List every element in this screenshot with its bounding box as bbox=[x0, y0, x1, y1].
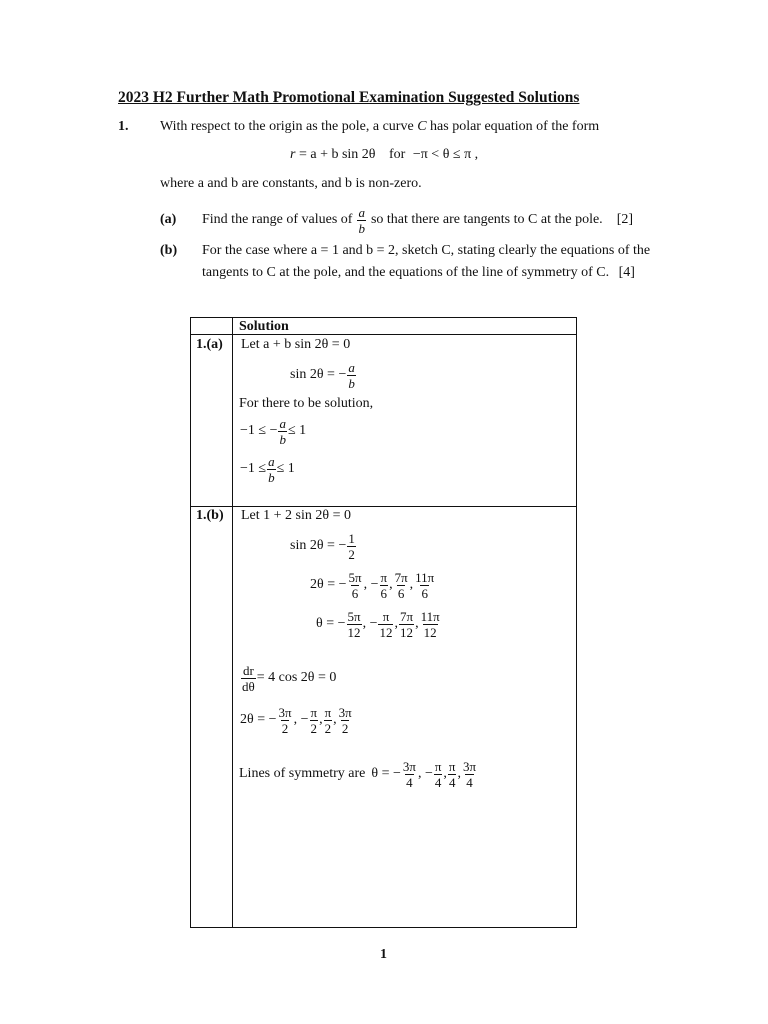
solution-table-divider bbox=[232, 317, 233, 928]
theta-denominator: 12 bbox=[423, 624, 437, 640]
symmetry-denominator: 4 bbox=[466, 774, 473, 790]
row-a-sin-num: a bbox=[348, 359, 355, 375]
row-a-inequality-1 bbox=[240, 414, 306, 448]
row-b-two-theta bbox=[310, 567, 436, 603]
critical-denominator: 2 bbox=[310, 720, 318, 736]
critical-separator: , − bbox=[293, 712, 309, 727]
where-text: where a and b are constants, and b is non-zero. bbox=[160, 176, 422, 191]
two-theta-fraction bbox=[348, 571, 363, 600]
critical-separator: , bbox=[319, 712, 323, 727]
two-theta-numerator: 5π bbox=[348, 569, 362, 585]
row-b-theta-lhs: θ = − bbox=[316, 616, 346, 631]
row-b-deriv-den: dθ bbox=[242, 678, 255, 694]
row-b-deriv-fraction bbox=[241, 664, 256, 693]
row-b-theta bbox=[316, 606, 442, 642]
part-a-text bbox=[202, 204, 633, 236]
row-a-ineq1-num: a bbox=[279, 415, 286, 431]
question-intro bbox=[160, 120, 599, 134]
row-b-deriv-rhs: = 4 cos 2θ = 0 bbox=[256, 670, 337, 685]
row-b-sym-fractions bbox=[401, 760, 478, 789]
row-a-line3: For there to be solution, bbox=[239, 396, 374, 411]
solution-header: Solution bbox=[239, 319, 289, 334]
row-b-sym-lhs: θ = − bbox=[371, 766, 401, 781]
row-b-theta-fractions bbox=[346, 610, 442, 639]
symmetry-numerator: π bbox=[434, 758, 442, 774]
symmetry-fraction bbox=[434, 760, 443, 789]
intro-curve: C bbox=[417, 119, 427, 134]
part-a-text-after: so that there are tangents to C at the pole. bbox=[370, 212, 603, 227]
row-a-ineq2-rhs: ≤ 1 bbox=[276, 461, 295, 476]
part-b-line2: tangents to C at the pole, and the equations of the line of symmetry of C. bbox=[202, 265, 610, 280]
two-theta-fraction bbox=[379, 571, 388, 600]
two-theta-separator: , bbox=[389, 577, 393, 592]
equation-lhs: r bbox=[290, 147, 296, 162]
critical-denominator: 2 bbox=[324, 720, 332, 736]
part-a-marks: [2] bbox=[616, 212, 634, 227]
critical-denominator: 2 bbox=[281, 720, 289, 736]
symmetry-separator: , − bbox=[417, 766, 433, 781]
row-a-ineq1-den: b bbox=[279, 431, 286, 447]
row-b-two-theta-fractions bbox=[347, 571, 437, 600]
theta-separator: , bbox=[394, 616, 398, 631]
solution-header-rule bbox=[190, 334, 577, 335]
two-theta-denominator: 6 bbox=[380, 585, 388, 601]
part-a-label: (a) bbox=[160, 212, 177, 227]
row-a-sin-equation bbox=[290, 358, 357, 392]
critical-denominator: 2 bbox=[341, 720, 349, 736]
question-number: 1. bbox=[118, 119, 129, 134]
row-a-ineq2-fraction bbox=[267, 455, 276, 484]
polar-equation bbox=[290, 148, 478, 162]
two-theta-numerator: 11π bbox=[415, 569, 435, 585]
row-a-sin-den: b bbox=[348, 375, 355, 391]
row-b-symmetry bbox=[239, 756, 478, 792]
row-b-line1: Let 1 + 2 sin 2θ = 0 bbox=[241, 508, 351, 523]
row-b-sym-text: Lines of symmetry are bbox=[239, 766, 366, 781]
critical-numerator: 3π bbox=[278, 704, 292, 720]
row-b-label: 1.(b) bbox=[196, 508, 224, 523]
symmetry-numerator: 3π bbox=[463, 758, 477, 774]
row-b-crit-fractions bbox=[277, 706, 354, 735]
part-b-label: (b) bbox=[160, 243, 178, 258]
critical-fraction bbox=[278, 706, 293, 735]
symmetry-numerator: π bbox=[448, 758, 456, 774]
row-a-ineq1-rhs: ≤ 1 bbox=[287, 423, 307, 438]
part-a-text-before: Find the range of values of bbox=[202, 212, 353, 227]
intro-suffix: has polar equation of the form bbox=[426, 119, 600, 134]
critical-fraction bbox=[309, 706, 318, 735]
theta-numerator: 5π bbox=[347, 608, 361, 624]
symmetry-fraction bbox=[462, 760, 477, 789]
symmetry-numerator: 3π bbox=[402, 758, 416, 774]
critical-numerator: π bbox=[324, 704, 332, 720]
row-b-two-theta-lhs: 2θ = − bbox=[310, 577, 347, 592]
row-b-sin-equation bbox=[290, 528, 357, 564]
theta-numerator: 7π bbox=[399, 608, 414, 624]
solution-row-rule bbox=[190, 506, 577, 507]
theta-numerator: π bbox=[382, 608, 390, 624]
row-b-crit-lhs: 2θ = − bbox=[240, 712, 277, 727]
row-b-sin-num: 1 bbox=[348, 530, 355, 546]
symmetry-separator: , bbox=[457, 766, 461, 781]
equation-domain: −π < θ ≤ π , bbox=[412, 147, 479, 162]
row-a-ineq2-lhs: −1 ≤ bbox=[240, 461, 267, 476]
two-theta-fraction bbox=[394, 571, 409, 600]
page-number: 1 bbox=[380, 947, 387, 962]
row-a-label: 1.(a) bbox=[196, 337, 223, 352]
two-theta-denominator: 6 bbox=[351, 585, 359, 601]
part-a-frac-num: a bbox=[358, 204, 365, 220]
row-b-sin-lhs: sin 2θ = − bbox=[290, 538, 347, 553]
symmetry-denominator: 4 bbox=[434, 774, 442, 790]
theta-denominator: 12 bbox=[347, 624, 361, 640]
row-b-sin-den: 2 bbox=[348, 546, 355, 562]
symmetry-denominator: 4 bbox=[406, 774, 413, 790]
intro-prefix: With respect to the origin as the pole, a curve bbox=[160, 119, 418, 134]
theta-fraction bbox=[378, 610, 393, 639]
row-a-ineq2-num: a bbox=[268, 453, 275, 469]
two-theta-separator: , − bbox=[363, 577, 379, 592]
row-a-sin-lhs: sin 2θ = − bbox=[290, 367, 347, 382]
two-theta-fraction bbox=[414, 571, 435, 600]
part-b-line2-row bbox=[202, 266, 635, 280]
theta-fraction bbox=[399, 610, 414, 639]
row-b-deriv-num: dr bbox=[242, 662, 254, 678]
row-b-derivative bbox=[240, 660, 336, 696]
row-a-ineq2-den: b bbox=[268, 469, 275, 485]
part-a-frac-den: b bbox=[358, 220, 365, 236]
theta-separator: , − bbox=[362, 616, 378, 631]
two-theta-denominator: 6 bbox=[397, 585, 405, 601]
row-a-sin-fraction bbox=[347, 361, 356, 390]
theta-separator: , bbox=[415, 616, 419, 631]
critical-separator: , bbox=[333, 712, 337, 727]
row-a-ineq1-fraction bbox=[278, 417, 287, 446]
theta-fraction bbox=[420, 610, 441, 639]
row-a-ineq1-lhs: −1 ≤ − bbox=[240, 423, 278, 438]
row-a-inequality-2 bbox=[240, 452, 295, 486]
two-theta-denominator: 6 bbox=[421, 585, 428, 601]
two-theta-numerator: π bbox=[380, 569, 388, 585]
part-a-fraction bbox=[357, 206, 366, 235]
row-a-line1: Let a + b sin 2θ = 0 bbox=[241, 337, 351, 352]
row-b-critical bbox=[240, 702, 354, 738]
theta-fraction bbox=[347, 610, 362, 639]
critical-numerator: 3π bbox=[338, 704, 352, 720]
theta-denominator: 12 bbox=[400, 624, 414, 640]
theta-numerator: 11π bbox=[420, 608, 440, 624]
critical-numerator: π bbox=[310, 704, 318, 720]
equation-domain-label: for bbox=[389, 147, 406, 162]
symmetry-fraction bbox=[402, 760, 417, 789]
part-b-marks: [4] bbox=[618, 265, 635, 280]
symmetry-denominator: 4 bbox=[448, 774, 456, 790]
document-title: 2023 H2 Further Math Promotional Examination Suggested Solutions bbox=[118, 89, 580, 106]
two-theta-separator: , bbox=[409, 577, 414, 592]
two-theta-numerator: 7π bbox=[394, 569, 408, 585]
row-b-sin-fraction bbox=[347, 532, 356, 561]
part-b-line1: For the case where a = 1 and b = 2, sketch C, stating clearly the equations of the bbox=[202, 243, 651, 258]
symmetry-fraction bbox=[448, 760, 457, 789]
equation-rhs: = a + b sin 2θ bbox=[295, 147, 376, 162]
critical-fraction bbox=[338, 706, 353, 735]
symmetry-separator: , bbox=[443, 766, 447, 781]
critical-fraction bbox=[324, 706, 333, 735]
theta-denominator: 12 bbox=[379, 624, 393, 640]
